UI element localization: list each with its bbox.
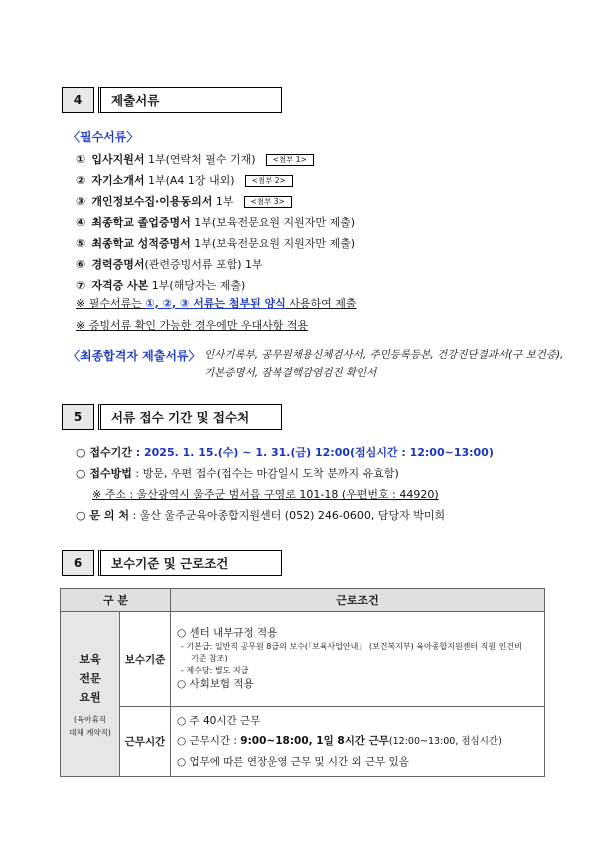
contact-line: ○ 문 의 처 : 울산 울주군육아종합지원센터 (052) 246-0600, 담당자 박미희: [76, 509, 446, 522]
work-hours-label: 근무시간: [120, 707, 171, 777]
table-row: [61, 707, 545, 777]
pay-content: ○ 센터 내부규정 적용 - 기본급: 일반직 공무원 8급의 보수(「보육사업안내」 (보건복지부) 육아종합지원센터 직원 인건비 기준 참조) - 제수당: 별도 지급 ○ 사회보험 적용: [171, 612, 545, 707]
section-number: 6: [62, 550, 94, 576]
category-header: 구 분: [61, 589, 171, 612]
section-number: 5: [62, 404, 94, 430]
section-number: 4: [62, 87, 94, 113]
evidence-note: ※ 증빙서류 확인 가능한 경우에만 우대사항 적용: [76, 319, 309, 332]
method-line: ○ 접수방법 : 방문, 우편 접수(접수는 마감일시 도착 분까지 유효함): [76, 467, 399, 480]
list-item: ② 자기소개서 1부(A4 1장 내외) <첨부 2>: [76, 173, 293, 189]
list-item: ⑦ 자격증 사본 1부(해당자는 제출): [76, 279, 246, 292]
table-header-row: [61, 589, 545, 612]
section-title: 제출서류: [98, 87, 282, 113]
section-5-header: [62, 404, 282, 430]
pay-label: 보수기준: [120, 612, 171, 707]
attachment-tag: <첨부 1>: [266, 154, 314, 166]
work-conditions-table: [60, 588, 545, 777]
section-title: 서류 접수 기간 및 접수처: [98, 404, 282, 430]
list-item: ④ 최종학교 졸업증명서 1부(보육전문요원 지원자만 제출): [76, 216, 356, 229]
list-item: ① 입사지원서 1부(연락처 필수 기재) <첨부 1>: [76, 152, 314, 168]
final-docs-line-2: 기본증명서, 잠복결핵감염검진 확인서: [204, 367, 377, 379]
table-row: [61, 612, 545, 707]
final-docs-line-1: 인사기록부, 공무원채용신체검사서, 주민등록등본, 건강진단결과서(구 보건증),: [204, 349, 564, 361]
final-docs-heading: 〈최종합격자 제출서류〉: [68, 349, 201, 363]
section-title: 보수기준 및 근로조건: [98, 550, 282, 576]
attachment-tag: <첨부 2>: [245, 175, 293, 187]
list-item: ③ 개인정보수집·이용동의서 1부 <첨부 3>: [76, 194, 292, 210]
work-hours-content: ○ 주 40시간 근무 ○ 근무시간 : 9:00~18:00, 1일 8시간 근무(12:00~13:00, 점심시간) ○ 업무에 따른 연장운영 근무 및 시간 외 근무 있음: [171, 707, 545, 777]
section-4-header: [62, 87, 282, 113]
condition-header: 근로조건: [171, 589, 545, 612]
required-docs-note: ※ 필수서류는 ①, ②, ③ 서류는 첨부된 양식 사용하여 제출: [76, 297, 357, 310]
period-line: ○ 접수기간 : 2025. 1. 15.(수) ~ 1. 31.(금) 12:00(점심시간 : 12:00~13:00): [76, 446, 494, 459]
category-cell: 보육 전문 요원 (육아휴직 대체 계약직): [61, 612, 120, 777]
list-item: ⑤ 최종학교 성적증명서 1부(보육전문요원 지원자만 제출): [76, 237, 356, 250]
list-item: ⑥ 경력증명서(관련증빙서류 포함) 1부: [76, 258, 263, 271]
attached-form-note: ①, ②, ③ 서류는 첨부된 양식: [145, 297, 286, 310]
section-6-header: [62, 550, 282, 576]
required-docs-heading: 〈필수서류〉: [68, 130, 139, 144]
period-value: : 2025. 1. 15.(수) ~ 1. 31.(금) 12:00(점심시간 : 12:00~13:00): [131, 446, 494, 459]
address-line: ※ 주소 : 울산광역시 울주군 범서읍 구영로 101-18 (우편번호 : 44920): [92, 488, 439, 501]
attachment-tag: <첨부 3>: [244, 196, 292, 208]
